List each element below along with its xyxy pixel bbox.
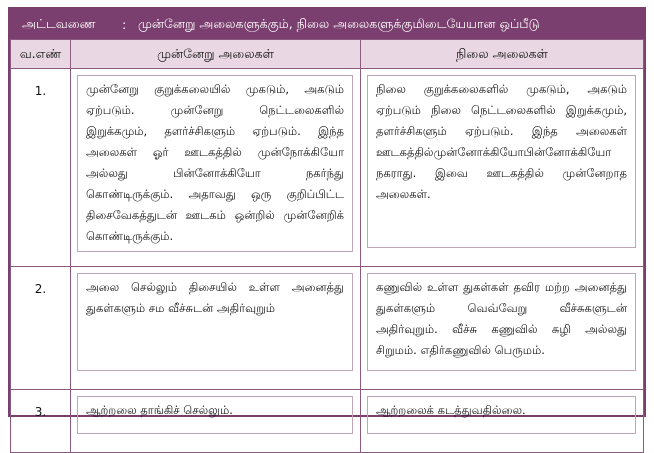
table-caption: முன்னேறு அலைகளுக்கும், நிலை அலைகளுக்குமிடையேயான ஒப்பீடு bbox=[138, 15, 540, 31]
progressive-cell bbox=[71, 69, 361, 267]
header-stationary-waves: நிலை அலைகள் bbox=[361, 40, 644, 69]
stationary-cell bbox=[361, 267, 644, 390]
header-serial-number: வ.எண் bbox=[11, 40, 71, 69]
table-row bbox=[11, 390, 644, 453]
table-row bbox=[11, 267, 644, 390]
header-row bbox=[11, 40, 644, 69]
header-progressive-waves: முன்னேறு அலைகள் bbox=[71, 40, 361, 69]
progressive-cell bbox=[71, 267, 361, 390]
row-number: 3. bbox=[11, 390, 71, 453]
progressive-text: ஆற்றலை தாங்கிச் செல்லும். bbox=[77, 396, 353, 434]
stationary-text: நிலை குறுக்கலைகளில் முகடும், அகடும் ஏற்படும் நிலை நெட்டலைகளில் இறுக்கமும், தளர்ச்சிகளும் ஏற்படும். இந்த அலைகள் ஊடகத்தில்முன்னோக்கியோபின்னோக்கியோ நகராது. இவை ஊடகத்தில் முன்னேறாத அலைகள். bbox=[367, 75, 636, 248]
table-row bbox=[11, 69, 644, 267]
table-caption-bar bbox=[10, 9, 644, 39]
stationary-cell bbox=[361, 69, 644, 267]
row-number: 1. bbox=[11, 69, 71, 267]
caption-separator: : bbox=[122, 16, 127, 32]
progressive-text: முன்னேறு குறுக்கலையில் முகடும், அகடும் ஏற்படும். முன்னேறு நெட்டலைகளில் இறுக்கமும், தளர்ச்சிகளும் ஏற்படும். இந்த அலைகள் ஓர் ஊடகத்தில் முன்நோக்கியோ அல்லது பின்னோக்கியோ நகர்ந்து கொண்டிருக்கும். அதாவது ஒரு குறிப்பிட்ட திசைவேகத்துடன் ஊடகம் ஒன்றில் முன்னேறிக் கொண்டிருக்கும். bbox=[77, 75, 353, 252]
comparison-table bbox=[10, 39, 644, 453]
stationary-cell bbox=[361, 390, 644, 453]
stationary-text: ஆற்றலைக் கடத்துவதில்லை. bbox=[367, 396, 636, 434]
progressive-text: அலை செல்லும் திசையில் உள்ள அனைத்து துகள்களும் சம வீச்சுடன் அதிர்வுறும் bbox=[77, 273, 353, 371]
progressive-cell bbox=[71, 390, 361, 453]
stationary-text: கணுவில் உள்ள துகள்கள் தவிர மற்ற அனைத்து துகள்களும் வெவ்வேறு வீச்சுகளுடன் அதிர்வுறும். வீச்சு கணுவில் சுழி அல்லது சிறுமம். எதிர்கணுவில் பெருமம். bbox=[367, 273, 636, 371]
comparison-table-frame bbox=[8, 7, 646, 417]
table-label: அட்டவணை bbox=[22, 15, 96, 31]
row-number: 2. bbox=[11, 267, 71, 390]
